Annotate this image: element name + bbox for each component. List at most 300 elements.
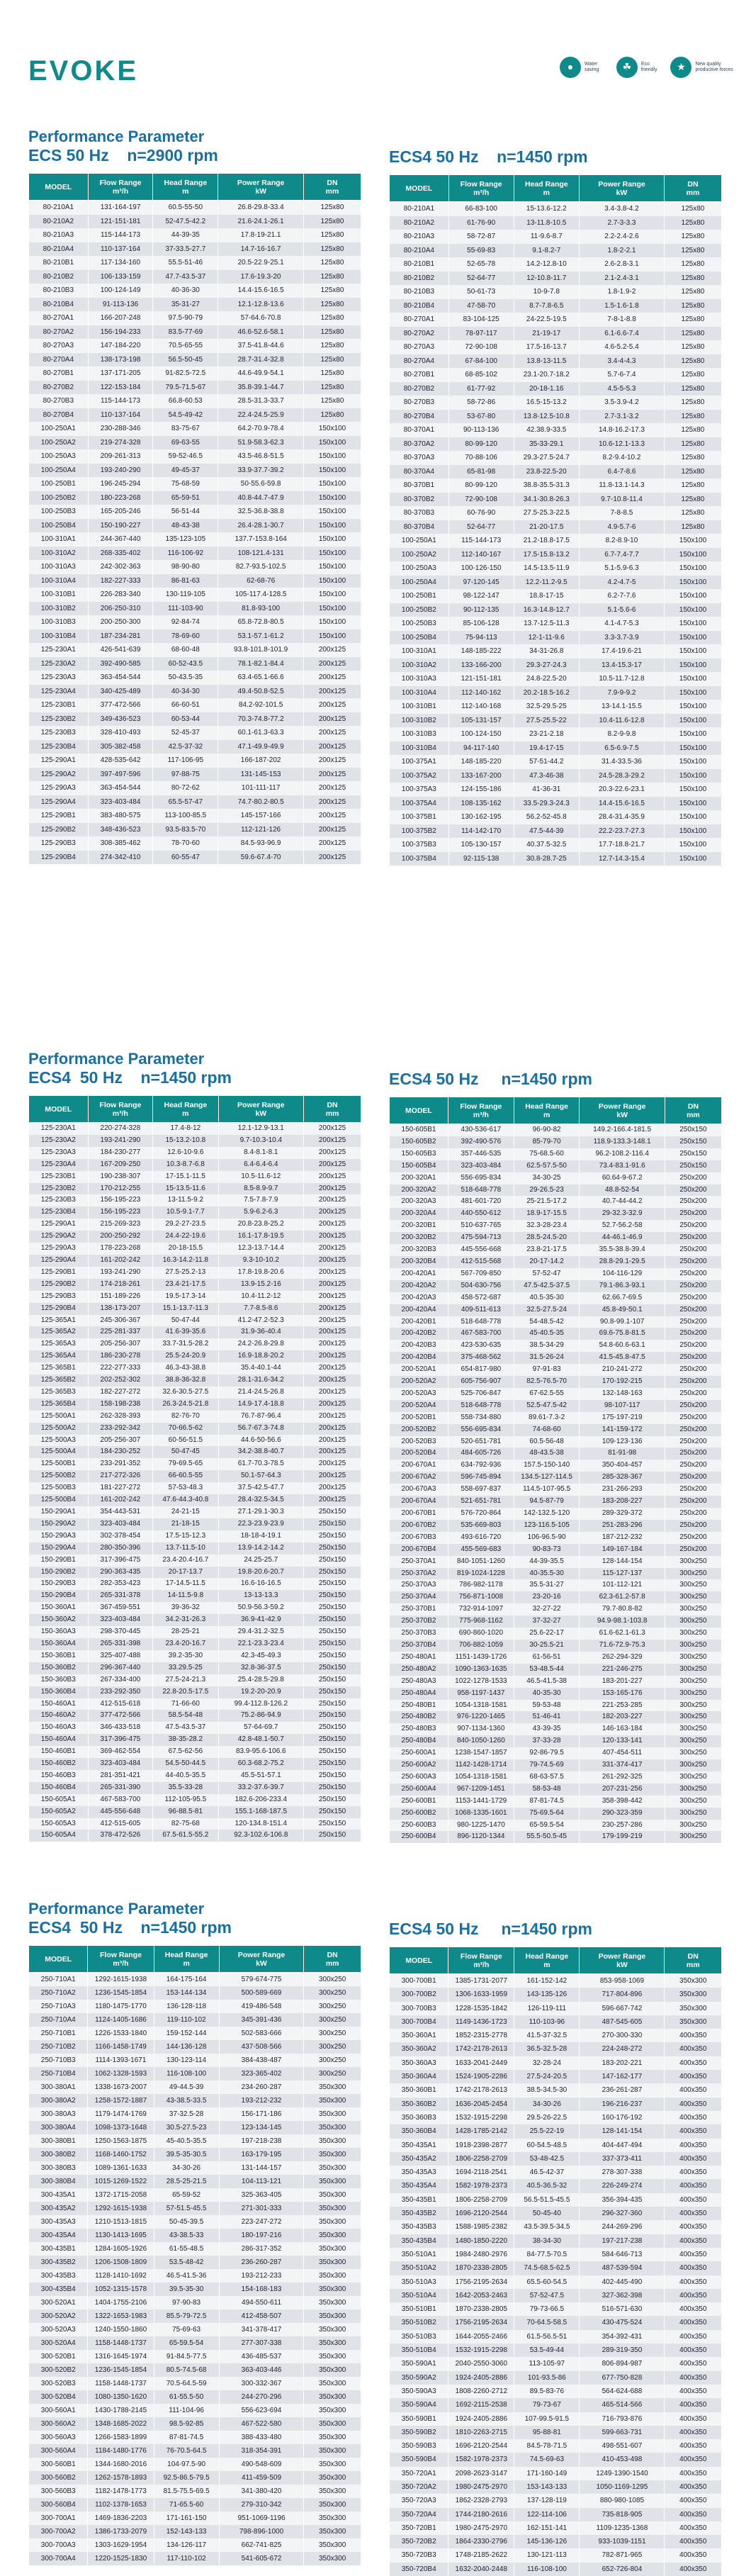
table-cell: 29.5-26-22.5 [514, 2111, 580, 2124]
table-cell: 109-123-136 [580, 1436, 665, 1448]
table-cell: 1182-1478-1773 [88, 2485, 154, 2498]
table-cell: 8.4-8.1-8.1 [218, 1147, 304, 1159]
table-cell: 564-624-688 [580, 2385, 665, 2398]
table-row [390, 2480, 722, 2494]
table-cell: 481-601-720 [448, 1196, 514, 1208]
table-row [390, 824, 722, 839]
table-cell: 150x100 [664, 534, 721, 548]
table-row [390, 2330, 722, 2343]
table-cell: 277-307-338 [219, 2336, 304, 2350]
table-cell: 100-310A4 [29, 574, 89, 588]
table-cell: 58-72-87 [448, 230, 514, 244]
table-cell: 200x125 [304, 1255, 361, 1267]
table-cell: 114.5-107-95.5 [514, 1484, 580, 1496]
table-cell: 10-9-7.8 [514, 285, 579, 299]
table-cell: 125-365A4 [29, 1350, 89, 1362]
table-cell: 125x80 [304, 366, 361, 381]
table-cell: 840-1050-1260 [448, 1735, 514, 1747]
table-cell: 20-18-15.5 [153, 1243, 218, 1255]
table-cell: 300x250 [665, 1640, 721, 1652]
table-row [390, 2042, 722, 2056]
table-cell: 123-116.5-105 [514, 1520, 580, 1532]
table-cell: 16.5-15-13.2 [514, 396, 579, 410]
table-cell: 82-75-68 [153, 1818, 218, 1830]
table-row [390, 2111, 722, 2124]
table-row [29, 477, 361, 491]
table-cell: 265-331-398 [88, 1638, 153, 1650]
table-cell: 57-64.6-70.8 [218, 311, 304, 325]
table-cell: 80-210A4 [29, 242, 89, 257]
table-cell: 1054-1318-1581 [448, 1700, 514, 1712]
table-cell: 13-13-13.3 [218, 1590, 304, 1602]
table-row [29, 2431, 361, 2444]
table-cell: 60-56-51.5 [153, 1435, 218, 1447]
table-row [29, 1662, 361, 1674]
table-cell: 1262-1578-1893 [88, 2471, 154, 2485]
table-cell: 475-594-713 [448, 1232, 514, 1244]
table-row [390, 2439, 722, 2453]
table-cell: 29-32.3-32.9 [580, 1208, 665, 1220]
table-cell: 9.3-10-10.2 [218, 1255, 304, 1267]
column-header: DN mm [665, 1097, 721, 1124]
table-cell: 350-720B2 [390, 2535, 448, 2548]
table-cell: 250x200 [665, 1340, 721, 1352]
table-cell: 97-90-83 [154, 2296, 219, 2309]
table-cell: 50.9-56.3-59.2 [218, 1602, 304, 1614]
table-cell: 144-136-128 [154, 2040, 219, 2054]
table-cell: 5.1-5.9-6.3 [580, 561, 665, 576]
table-row [29, 2485, 361, 2498]
table-cell: 250x200 [665, 1328, 721, 1340]
table-row [29, 1555, 361, 1567]
table-cell: 300-520B4 [29, 2390, 88, 2404]
table-cell: 14.5-13.5-11.9 [514, 561, 579, 576]
table-cell: 90-113-136 [448, 423, 514, 437]
table-cell: 400x350 [665, 2563, 722, 2576]
table-cell: 1151-1439-1726 [448, 1652, 514, 1664]
table-row [29, 1411, 361, 1423]
table-cell: 78-70-60 [153, 836, 218, 851]
table-cell: 32.5-29.5-25 [514, 700, 579, 714]
table-cell: 41.5-37-32.5 [514, 2029, 580, 2042]
table-cell: 262-294-329 [580, 1652, 665, 1664]
table-cell: 400x350 [665, 2070, 722, 2083]
table-cell: 400x350 [665, 2412, 722, 2426]
table-row [390, 1808, 722, 1820]
table-cell: 26.8-29.8-33.4 [218, 201, 304, 215]
table-cell: 282-353-423 [88, 1578, 153, 1590]
table-cell: 116-108-100 [514, 2563, 580, 2576]
column-header: Power Range kW [580, 1097, 665, 1124]
table-row [390, 1124, 722, 1136]
table-cell: 125-230A2 [29, 657, 89, 671]
table-cell: 19.5-17.3-14 [153, 1291, 218, 1303]
table-cell: 200-420B3 [390, 1340, 448, 1352]
table-row [390, 603, 722, 617]
table-cell: 2.7-3.1-3.2 [580, 410, 665, 424]
table-cell: 98.5-92-85 [154, 2417, 219, 2431]
table-cell: 1179-1474-1769 [88, 2107, 154, 2121]
table-row [29, 519, 361, 533]
table-cell: 350x300 [665, 1988, 722, 2001]
table-cell: 150-460B2 [29, 1758, 89, 1770]
table-cell: 250-370A3 [390, 1579, 448, 1591]
table-cell: 1054-1318-1581 [448, 1771, 514, 1783]
section-subtitle: ECS4 50 Hz n=1450 rpm [28, 1068, 232, 1087]
table-row [29, 1770, 361, 1782]
table-cell: 41.5-45.8-47.5 [580, 1352, 665, 1364]
table-row [29, 2215, 361, 2229]
table-cell: 134-126-117 [154, 2538, 219, 2552]
table-cell: 125-290A2 [29, 768, 89, 782]
table-row [29, 1374, 361, 1387]
table-cell: 179-199-219 [580, 1831, 665, 1843]
table-cell: 1806-2258-2709 [448, 2193, 514, 2207]
table-cell: 65.5-57-47 [153, 795, 218, 810]
table-cell: 200-670A3 [390, 1484, 448, 1496]
table-cell: 27.5-25.3-22.5 [514, 506, 579, 520]
table-cell: 71.6-72.9-75.3 [580, 1640, 665, 1652]
table-row [29, 1602, 361, 1614]
table-cell: 91-82.5-72.5 [153, 366, 218, 381]
table-cell: 518-648-778 [448, 1316, 514, 1328]
table-cell: 110-103-96 [514, 2015, 580, 2029]
table-cell: 250-600A1 [390, 1747, 448, 1759]
table-cell: 200-670A4 [390, 1496, 448, 1508]
table-cell: 125x80 [664, 244, 721, 258]
table-cell: 38.5-34-29 [514, 1340, 580, 1352]
table-cell: 33.29.5-25 [153, 1662, 218, 1674]
table-cell: 52-64-77 [448, 520, 514, 534]
table-cell: 183-202-221 [580, 2056, 665, 2070]
table-cell: 32.3-28-23.4 [514, 1220, 580, 1232]
table-cell: 205-256-307 [88, 1435, 153, 1447]
table-cell: 10.5-9.1-7.7 [153, 1206, 218, 1219]
table-cell: 13.9-14.2-14.2 [218, 1542, 304, 1555]
table-cell: 80-72-62 [153, 781, 218, 795]
table-cell: 56.7-67.3-74.8 [218, 1423, 304, 1435]
table-cell: 13.7-12.5-11.3 [514, 617, 579, 631]
table-cell: 250-370B3 [390, 1628, 448, 1640]
table-row [390, 1185, 722, 1197]
table-cell: 52-45-37 [153, 726, 218, 740]
table-cell: 250-370B2 [390, 1615, 448, 1628]
table-cell: 300x250 [304, 1973, 361, 1987]
table-cell: 350-360A3 [390, 2056, 448, 2070]
table-cell: 798-896-1000 [219, 2525, 304, 2538]
table-cell: 61.5-56.5-51 [514, 2330, 580, 2343]
table-cell: 100-310B2 [390, 714, 449, 728]
table-cell: 896-1120-1344 [448, 1831, 514, 1843]
table-cell: 244-269-296 [580, 2220, 665, 2234]
table-row [390, 202, 722, 216]
table-cell: 1226-1533-1840 [88, 2027, 154, 2040]
table-cell: 300-435A4 [29, 2229, 88, 2242]
table-cell: 100-310A3 [29, 560, 89, 574]
table-row [390, 1412, 722, 1424]
table-cell: 70.5-65-55 [153, 339, 218, 353]
table-cell: 125-365B4 [29, 1399, 89, 1411]
table-cell: 56.5-50-45 [153, 353, 218, 367]
table-cell: 200x125 [304, 1494, 361, 1506]
table-cell: 65-81-98 [448, 465, 514, 479]
table-row [390, 2385, 722, 2398]
table-cell: 10.5-11.6-12 [218, 1171, 304, 1183]
table-row [390, 1520, 722, 1532]
table-cell: 90-112-135 [448, 603, 514, 617]
table-row [29, 2134, 361, 2148]
table-cell: 125-365A1 [29, 1315, 89, 1327]
table-cell: 196-245-294 [88, 477, 153, 491]
table-row [29, 366, 361, 381]
table-cell: 184-230-252 [88, 1446, 153, 1458]
table-cell: 131-145-153 [218, 768, 304, 782]
column-header: Head Range m [154, 1946, 219, 1973]
section-title: Performance Parameter [28, 128, 205, 145]
table-row [29, 2296, 361, 2309]
table-cell: 410-453-498 [580, 2453, 665, 2466]
table-cell: 502-583-666 [219, 2027, 304, 2040]
table-cell: 206-250-310 [88, 602, 153, 616]
table-cell: 100-310B1 [29, 588, 89, 602]
table-cell: 250x150 [304, 1710, 361, 1722]
column-header: Head Range m [153, 174, 218, 201]
table-cell: 223-247-272 [219, 2215, 304, 2229]
table-row [29, 1734, 361, 1746]
table-row [29, 588, 361, 602]
table-cell: 250-370B1 [390, 1603, 448, 1615]
table-cell: 31.5-26-24 [514, 1352, 580, 1364]
table-row [390, 340, 722, 354]
table-cell: 125-365B3 [29, 1387, 89, 1399]
table-row [390, 1603, 722, 1615]
table-cell: 819-1024-1228 [448, 1568, 514, 1580]
table-row [390, 1771, 722, 1783]
table-cell: 182-227-272 [88, 1387, 153, 1399]
table-cell: 150-460B1 [29, 1746, 89, 1758]
table-cell: 67-84-100 [448, 354, 514, 369]
table-cell: 125-500B1 [29, 1458, 89, 1470]
table-cell: 47.1-49.9-49.9 [218, 740, 304, 754]
table-cell: 24.25-25.7 [218, 1555, 304, 1567]
table-row [390, 2152, 722, 2166]
table-cell: 125-230B4 [29, 1206, 89, 1219]
table-cell: 323-403-484 [88, 795, 153, 810]
table-row [390, 2412, 722, 2426]
table-row [29, 436, 361, 450]
table-cell: 92.3-102.6-106.8 [218, 1830, 304, 1842]
table-cell: 200-670A1 [390, 1460, 448, 1472]
table-cell: 75-94-113 [448, 631, 514, 645]
table-cell: 200-670B1 [390, 1508, 448, 1520]
table-cell: 200x125 [304, 1279, 361, 1291]
table-cell: 80-370B4 [390, 520, 449, 534]
table-cell: 63.4-65.1-66.6 [218, 671, 304, 685]
table-cell: 43-38.5-33.5 [154, 2094, 219, 2107]
table-cell: 92-86-79.5 [514, 1747, 580, 1759]
column-header: Head Range m [153, 1096, 218, 1123]
table-cell: 1642-2053-2463 [448, 2289, 514, 2302]
table-row [29, 1590, 361, 1602]
table-cell: 8.2-8.9-10 [580, 534, 665, 548]
table-row [29, 1243, 361, 1255]
table-cell: 182-227-333 [88, 574, 153, 588]
table-cell: 400x350 [665, 2535, 722, 2548]
table-cell: 350x300 [304, 2444, 361, 2458]
table-cell: 200x125 [304, 1470, 361, 1482]
table-cell: 80-210A3 [390, 230, 449, 244]
badge-label: Water saving [585, 62, 599, 72]
table-cell: 100-310A1 [390, 644, 449, 659]
column-header: MODEL [29, 1096, 89, 1123]
table-cell: 350-510A1 [390, 2248, 448, 2261]
table-cell: 113-105-97 [514, 2357, 580, 2370]
table-cell: 1980-2475-2970 [448, 2480, 514, 2494]
table-row [390, 2275, 722, 2289]
table-row [29, 2027, 361, 2040]
table-cell: 5.1-5.6-6 [580, 603, 665, 617]
table-cell: 400x350 [665, 2316, 722, 2329]
table-cell: 400x350 [665, 2343, 722, 2357]
table-cell: 80-270A2 [29, 325, 89, 340]
table-cell: 300-380A4 [29, 2121, 88, 2134]
table-cell: 14.9-17.4-18.8 [218, 1399, 304, 1411]
table-cell: 250-710B2 [29, 2040, 88, 2054]
table-row [29, 2242, 361, 2256]
table-cell: 1348-1685-2022 [88, 2417, 154, 2431]
table-cell: 318-354-391 [219, 2444, 304, 2458]
table-cell: 13-11.5-9.2 [153, 1194, 218, 1206]
table-cell: 125x80 [664, 520, 721, 534]
table-row [29, 1530, 361, 1542]
table-cell: 100-250B3 [390, 617, 449, 631]
table-row [29, 1315, 361, 1327]
table-cell: 976-1220-1465 [448, 1711, 514, 1723]
table-cell: 125-500B4 [29, 1494, 89, 1506]
performance-section-4 [389, 1070, 722, 1843]
table-cell: 15-13.2-10.8 [153, 1135, 218, 1147]
table-row [29, 2458, 361, 2471]
table-cell: 350-720A3 [390, 2494, 448, 2507]
table-cell: 358-398-442 [580, 1796, 665, 1808]
table-row [29, 1782, 361, 1794]
table-cell: 180-223-268 [88, 491, 153, 505]
table-cell: 487-539-594 [580, 2261, 665, 2275]
table-cell: 136-128-118 [154, 2000, 219, 2013]
table-cell: 150x100 [304, 602, 361, 616]
table-row [29, 768, 361, 782]
table-cell: 7-8-8.5 [580, 506, 665, 520]
table-cell: 402-445-490 [580, 2275, 665, 2289]
table-row [390, 631, 722, 645]
table-cell: 125x80 [664, 465, 721, 479]
table-cell: 80-370A3 [390, 451, 449, 465]
table-cell: 150x100 [664, 852, 721, 866]
table-row [390, 1974, 722, 1988]
table-row [390, 2494, 722, 2507]
table-cell: 100-310A1 [29, 532, 89, 547]
table-cell: 175-197-219 [580, 1412, 665, 1424]
table-row [390, 396, 722, 410]
table-row [29, 1830, 361, 1842]
table-row [390, 534, 722, 548]
table-cell: 584-646-713 [580, 2248, 665, 2261]
table-cell: 265-331-378 [88, 1590, 153, 1602]
table-cell: 125x80 [664, 257, 721, 271]
table-cell: 150x100 [664, 603, 721, 617]
table-cell: 10.4-11.6-12.8 [580, 714, 665, 728]
table-cell: 100-250A4 [29, 464, 89, 478]
table-cell: 250-710A2 [29, 1986, 88, 2000]
table-cell: 80-210B2 [390, 271, 449, 286]
table-cell: 98-122-147 [448, 589, 514, 603]
table-row [29, 2417, 361, 2431]
table-cell: 19.8-20.6-20.7 [218, 1567, 304, 1579]
table-cell: 156-195-223 [88, 1206, 153, 1219]
table-cell: 1372-1715-2058 [88, 2188, 154, 2202]
table-cell: 40-34-30 [153, 685, 218, 699]
table-cell: 250-480A4 [390, 1688, 448, 1700]
table-cell: 125x80 [664, 368, 721, 382]
table-cell: 445-556-648 [88, 1806, 153, 1818]
table-row [29, 1578, 361, 1590]
table-cell: 125-290A1 [29, 754, 89, 768]
table-cell: 300-700A3 [29, 2538, 88, 2552]
table-cell: 350-404-457 [580, 1460, 665, 1472]
table-cell: 1756-2195-2634 [448, 2316, 514, 2329]
table-cell: 24.4-22-19.6 [153, 1231, 218, 1243]
table-cell: 22.3-23.9-23.9 [218, 1518, 304, 1530]
table-row [390, 2316, 722, 2329]
table-cell: 40.5-35-30 [514, 1292, 580, 1304]
table-cell: 94-117-140 [448, 741, 514, 756]
table-cell: 423-530-635 [448, 1340, 514, 1352]
table-cell: 108-135-162 [448, 797, 514, 811]
table-cell: 350-360A2 [390, 2042, 448, 2056]
table-cell: 20.8-23.8-25.2 [218, 1219, 304, 1231]
table-cell: 150-460B4 [29, 1782, 89, 1794]
table-cell: 6.4-7-8.6 [580, 465, 665, 479]
table-cell: 115-144-173 [88, 228, 153, 242]
table-cell: 92-84-74 [153, 615, 218, 629]
table-row [390, 797, 722, 811]
table-row [29, 242, 361, 257]
table-cell: 150-290B1 [29, 1555, 89, 1567]
table-cell: 2040-2550-3060 [448, 2357, 514, 2370]
table-cell: 150x100 [664, 686, 721, 700]
table-cell: 138-173-198 [88, 353, 153, 367]
table-cell: 196-216-237 [580, 2098, 665, 2111]
table-cell: 250-710B1 [29, 2027, 88, 2040]
table-cell: 1292-1615-1938 [88, 2202, 154, 2215]
table-cell: 200-420A1 [390, 1268, 448, 1280]
table-cell: 85.5-79-72.5 [154, 2309, 219, 2323]
table-cell: 150x100 [664, 561, 721, 576]
table-cell: 137-128-119 [514, 2494, 580, 2507]
table-cell: 317-396-475 [88, 1734, 153, 1746]
table-row [390, 2234, 722, 2248]
table-cell: 125x80 [304, 228, 361, 242]
table-row [29, 643, 361, 657]
table-cell: 80-210A1 [390, 202, 449, 216]
table-cell: 300x250 [665, 1831, 721, 1843]
table-cell: 300-700A1 [29, 2511, 88, 2525]
table-cell: 300-380B2 [29, 2148, 88, 2161]
table-cell: 60-52-43.5 [153, 657, 218, 671]
table-cell: 62.66.7-69.5 [580, 1292, 665, 1304]
table-cell: 100-250B1 [29, 477, 89, 491]
table-cell: 113-100-85.5 [153, 809, 218, 823]
